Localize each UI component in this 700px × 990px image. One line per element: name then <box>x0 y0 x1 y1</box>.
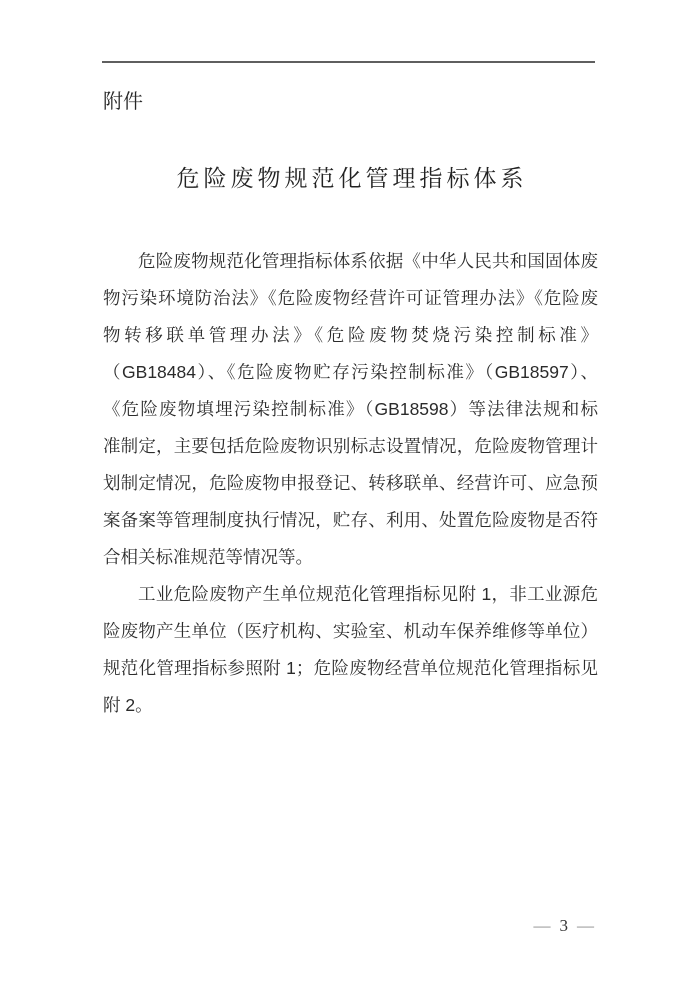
text-line: 《危险废物填埋污染控制标准》（GB18598）等法律法规和标 <box>103 399 598 419</box>
text-line: 物转移联单管理办法》《危险废物焚烧污染控制标准》 <box>103 325 598 345</box>
text-line: 划制定情况，危险废物申报登记、转移联单、经营许可、应急预 <box>103 473 598 493</box>
document-body <box>103 243 598 724</box>
text-line: 物污染环境防治法》《危险废物经营许可证管理办法》《危险废 <box>103 288 598 308</box>
text-line: 案备案等管理制度执行情况，贮存、利用、处置危险废物是否符 <box>103 510 598 530</box>
header-rule <box>102 61 595 63</box>
text-line: 合相关标准规范等情况等。 <box>103 547 313 567</box>
page-footer <box>0 916 700 936</box>
text-line: 险废物产生单位（医疗机构、实验室、机动车保养维修等单位） <box>103 621 598 641</box>
paragraph-1 <box>103 243 598 576</box>
paragraph-2 <box>103 576 598 724</box>
text-line: 工业危险废物产生单位规范化管理指标见附 1，非工业源危 <box>138 584 598 604</box>
page-number: 3 <box>559 916 568 935</box>
text-line: 准制定，主要包括危险废物识别标志设置情况，危险废物管理计 <box>103 436 598 456</box>
document-title: 危险废物规范化管理指标体系 <box>176 165 528 191</box>
attachment-label: 附件 <box>103 91 143 113</box>
text-line: 危险废物规范化管理指标体系依据《中华人民共和国固体废 <box>138 251 598 271</box>
page-number-dash-right: — <box>577 916 594 935</box>
text-line: （GB18484）、《危险废物贮存污染控制标准》（GB18597）、 <box>103 362 598 382</box>
page-number-dash-left: — <box>533 916 551 935</box>
text-line: 规范化管理指标参照附 1；危险废物经营单位规范化管理指标见 <box>103 658 598 678</box>
text-line: 附 2。 <box>103 695 153 715</box>
